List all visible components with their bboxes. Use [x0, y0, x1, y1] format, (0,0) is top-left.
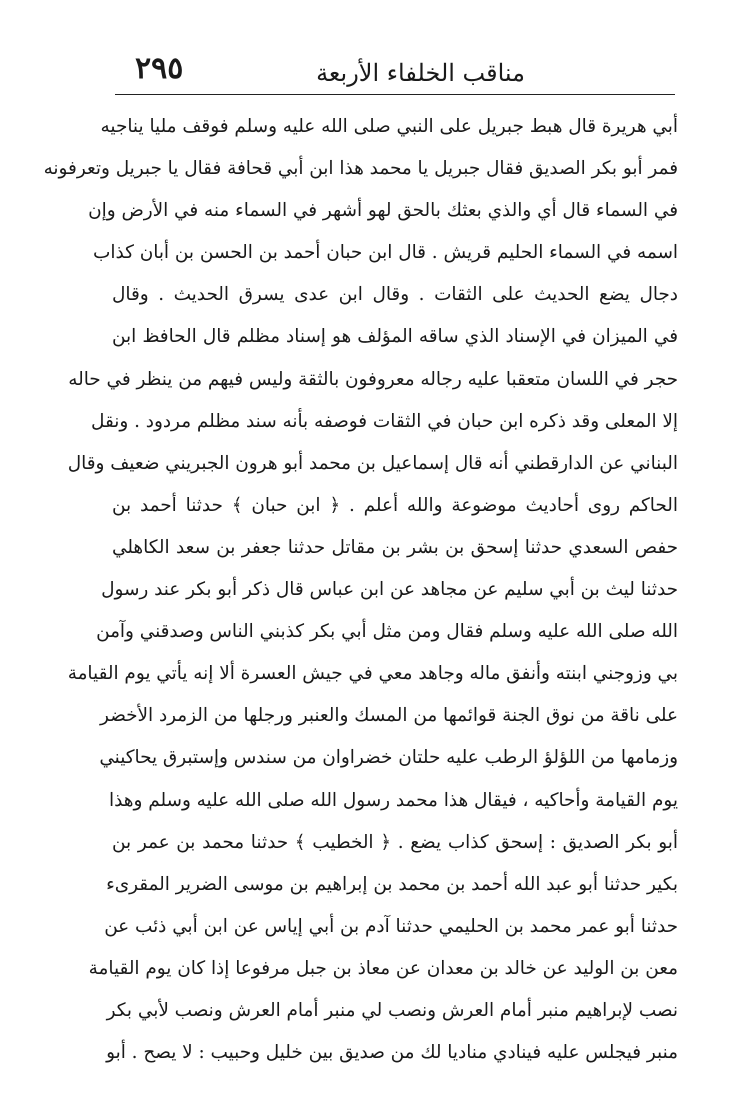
page-number: ٢٩٥ [135, 51, 184, 86]
text-line: حدثنا ليث بن أبي سليم عن مجاهد عن ابن عباس قال ذكر أبو بكر عند رسول [101, 579, 678, 601]
text-line: معن بن الوليد عن خالد بن معدان عن معاذ بن جبل مرفوعا إذا كان يوم القيامة [88, 957, 678, 979]
text-line: في السماء قال أي والذي بعثك بالحق لهو أشهر في السماء منه في الأرض وإن [88, 200, 678, 222]
text-line: حدثنا أبو عمر محمد بن الحليمي حدثنا آدم بن أبي إياس عن ابن أبي ذئب عن [104, 915, 678, 937]
text-line: بكير حدثنا أبو عبد الله أحمد بن محمد بن إبراهيم بن موسى الضرير المقرىء [106, 873, 678, 895]
text-line: البناني عن الدارقطني أنه قال إسماعيل بن محمد أبو هرون الجبريني ضعيف وقال [67, 452, 678, 474]
text-line: يوم القيامة وأحاكيه ، فيقال هذا محمد رسول الله صلى الله عليه وسلم وهذا [109, 789, 678, 811]
text-line: في الميزان في الإسناد الذي ساقه المؤلف هو إسناد مظلم قال الحافظ ابن [112, 326, 678, 348]
body-text [43, 106, 678, 1074]
text-line: إلا المعلى وقد ذكره ابن حبان في الثقات فوصفه بأنه سند مظلم مردود . ونقل [91, 410, 678, 432]
text-line: دجال يضع الحديث على الثقات . وقال ابن عدى يسرق الحديث . وقال [112, 284, 678, 306]
text-line: وزمامها من اللؤلؤ الرطب عليه حلتان خضراوان من سندس وإستبرق يحاكيني [99, 747, 678, 769]
book-title: مناقب الخلفاء الأربعة [316, 59, 525, 87]
header-divider [115, 94, 675, 95]
text-line: بي وزوجني ابنته وأنفق ماله وجاهد معي في جيش العسرة ألا إنه يأتي يوم القيامة [67, 663, 678, 685]
text-line: الله صلى الله عليه وسلم فقال ومن مثل أبي بكر كذبني الناس وصدقني وآمن [96, 621, 678, 643]
text-line: أبو بكر الصديق : إسحق كذاب يضع . ﴿ الخطيب ﴾ حدثنا محمد بن عمر بن [112, 831, 678, 853]
text-line: أبي هريرة قال هبط جبريل على النبي صلى الله عليه وسلم فوقف مليا يناجيه [100, 116, 678, 137]
text-line: الحاكم روى أحاديث موضوعة والله أعلم . ﴿ ابن حبان ﴾ حدثنا أحمد بن [112, 494, 678, 516]
text-line: حجر في اللسان متعقبا عليه رجاله معروفون بالثقة وليس فيهم من ينظر في حاله [68, 368, 678, 390]
running-header [115, 52, 675, 98]
text-line: على ناقة من نوق الجنة قوائمها من المسك والعنبر ورجلها من الزمرد الأخضر [100, 705, 678, 727]
text-line: منبر فيجلس عليه فينادي مناديا لك من صديق بين خليل وحبيب : لا يصح . أبو [106, 1042, 678, 1064]
text-line: فمر أبو بكر الصديق فقال جبريل يا محمد هذا ابن أبي قحافة فقال يا جبريل وتعرفونه [43, 158, 678, 180]
text-line: نصب لإبراهيم منبر أمام العرش ونصب لي منبر أمام العرش ونصب لأبي بكر [106, 999, 678, 1021]
text-line: اسمه في السماء الحليم قريش . قال ابن حبان أحمد بن الحسن بن أبان كذاب [93, 242, 678, 264]
text-line: حفص السعدي حدثنا إسحق بن بشر بن مقاتل حدثنا جعفر بن سعد الكاهلي [112, 536, 678, 558]
